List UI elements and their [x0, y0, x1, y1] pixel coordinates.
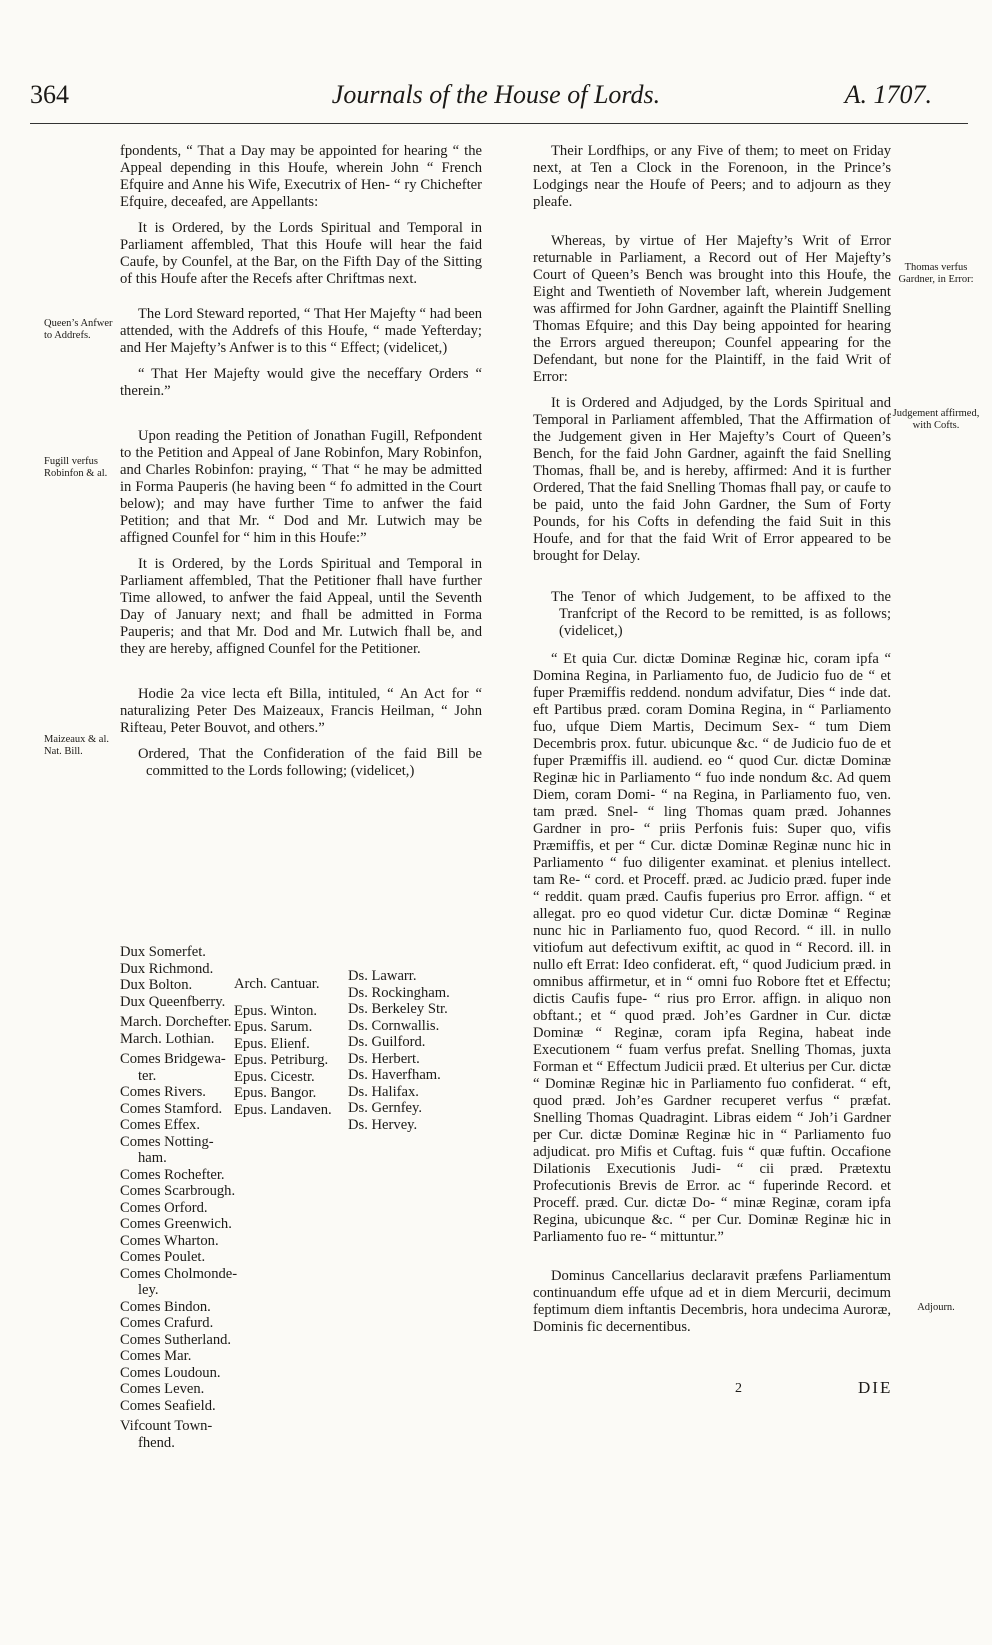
lord-name: Dux Richmond. [120, 960, 214, 977]
margin-note-judgement: Judgement affirmed, with Cofts. [892, 408, 980, 431]
lord-name: Epus. Winton. [234, 1002, 318, 1019]
lord-name: Comes Seafield. [120, 1397, 216, 1414]
lord-name: Comes Rochefter. [120, 1166, 225, 1183]
lord-name: Ds. Lawarr. [348, 968, 417, 984]
margin-note-adjourn: Adjourn. [917, 1302, 955, 1313]
page-header [0, 80, 992, 120]
margin-note-thomas: Thomas verfus Gardner, in Error: [898, 262, 974, 285]
lord-name: Comes Greenwich. [120, 1216, 232, 1232]
lord-name: Ds. Cornwallis. [348, 1017, 440, 1034]
lord-name: Comes Orford. [120, 1199, 208, 1216]
lord-name: Ds. Herbert. [348, 1050, 420, 1067]
lord-name: Vifcount Town- [120, 1418, 213, 1434]
header-rule [30, 123, 968, 124]
lord-name: Epus. Cicestr. [234, 1068, 315, 1085]
lord-name: Arch. Cantuar. [234, 976, 320, 992]
lord-name-wrap: ham. [138, 1150, 167, 1166]
lord-name: Comes Crafurd. [120, 1315, 214, 1331]
paragraph-writ-of-error: Whereas, by virtue of Her Majefty’s Writ of Error returnable in Parliament, a Record out of Her Majefty’s Court of Queen’s Bench was brought into this Houfe, the Eight and Twentieth of November laft, wherein Judgement was affirmed for John Gardner, againft the Plaintiff Snelling Thomas Efquire; and this Day being appointed for hearing the Errors argued thereupon; Counfel appearing for the Defendant, but none for the Plaintiff, in the faid Writ of Error: [533, 233, 891, 385]
paragraph-tenor: The Tenor of which Judgement, to be affixed to the Tranfcript of the Record to be remitted, is as follows; (videlicet,) [551, 589, 891, 639]
paragraph-majesty-answer: “ That Her Majefty would give the neceffary Orders “ therein.” [120, 366, 482, 399]
lord-name: Ds. Hervey. [348, 1116, 418, 1133]
lord-name: Epus. Petriburg. [234, 1052, 329, 1068]
lord-name: Comes Bindon. [120, 1298, 211, 1315]
lord-name: Comes Stamford. [120, 1100, 223, 1117]
lords-column-dukes-earls [120, 944, 237, 1451]
lord-name: March. Lothian. [120, 1030, 215, 1047]
lord-name: Comes Effex. [120, 1117, 200, 1133]
margin-note-maizeaux: Maizeaux & al. Nat. Bill. [44, 734, 110, 757]
right-column [533, 143, 891, 1345]
lord-name: Dux Bolton. [120, 977, 193, 993]
lord-name: Comes Scarbrough. [120, 1183, 236, 1199]
paragraph-bill-committed: Ordered, That the Confideration of the faid Bill be committed to the Lords following; (videlicet,) [138, 746, 482, 779]
lord-name: Comes Mar. [120, 1348, 192, 1364]
margin-note-queens-answer: Queen’s Anfwer to Addrefs. [44, 318, 113, 341]
lords-column-barons [348, 968, 450, 1133]
lord-name: Dux Somerfet. [120, 944, 206, 960]
lord-name: Ds. Halifax. [348, 1083, 419, 1100]
lord-name: Comes Leven. [120, 1381, 205, 1397]
lord-name-wrap: ley. [138, 1282, 159, 1298]
paragraph-latin-judgement: “ Et quia Cur. dictæ Dominæ Reginæ hic, coram ipfa “ Domina Regina, in Parliamento fuo, de Judicio fuo de “ et fuper Præmiffis reddend. nondum advifatur, Dies “ inde dat. eft Partibus præd. coram Domina Regina, in “ Parliamento fuo, ufque Diem Martis, Decimum Sex- “ tum Diem Decembris prox. futur. ubicunque &c. “ de Judicio fuo de et fuper Præmiffis ill. audiend. eo “ quod Cur. dictæ Dominæ Reginæ hic in Parliamento “ fuo inde nondum &c. Ad quem Diem, coram Domi- “ na Regina, in Parliamento fuo, ven. tam præd. Snel- “ ling Thomas quam præd. Johannes Gardner in pro- “ priis Perfonis fuis: Super quo, vifis Præmiffis, et per “ Cur. dictæ Dominæ Reginæ nunc hic in Parliamento “ fuo diligenter examinat. et plenius intellect. tam Re- “ cord. et Proceff. præd. ac Judicio præd. fuper inde “ reddit. quam præd. Caufis fuperius pro Error. affign. “ et allegat. pro eo quod videtur Cur. dictæ Dominæ “ Reginæ nunc hic in Parliamento fuo, quod Record. “ ill. in nullo vitiofum aut defectivum exiftit, ac quod in “ Record. ill. in nullo eft Errat: Ideo confiderat. eft, “ quod Judicium præd. in omnibus affirmetur, et in “ omni fuo Robore ftet et Effectu; dictis Caufis fupe- “ rius pro Error. affign. in aliquo non obftant.; et “ quod præd. Joh’es Gardner in Cur. dictæ Dominæ “ Reginæ, coram ipfa Regina, habeat inde Executionem “ fuam verfus prefat. Snelling Thomas, juxta Forman et “ Effectum Judicii præd. Et ulterius per Cur. dictæ “ Dominæ Reginæ hic in Parliamento fuo confiderat. “ eft, quod præd. Joh’es Gardner recuperet verfus “ præfat. Snelling Thomas Quadragint. Libras eidem “ Joh’i Gardner per Cur. dictæ Dominæ Reginæ hic in “ Parliamento fuo adjudicat. pro Mifis et Cuftag. fuis “ quæ fuftin. Occafione Dilationis Executionis Judi- “ cii præd. Prætextu Profecutionis Brevis de Error. ac “ fuperinde Record. et Proceff. præd. Cur. dictæ Do- “ minæ Reginæ, coram ipfa Regina, ubicunque &c. “ per Cur. Dominæ Reginæ hic in Parliamento fuo re- “ mittuntur.” [533, 651, 891, 1245]
page-number: 364 [30, 80, 69, 109]
lord-name: Comes Sutherland. [120, 1331, 232, 1348]
lord-name: March. Dorchefter. [120, 1014, 232, 1030]
lord-name: Comes Notting- [120, 1133, 214, 1150]
running-head: Journals of the House of Lords. [331, 80, 661, 109]
paragraph-bill-reading: Hodie 2a vice lecta eft Billa, intituled, “ An Act for “ naturalizing Peter Des Maizeaux, Francis Heilman, “ John Rifteau, Peter Bouvot, and others.” [120, 686, 482, 736]
lord-name: Ds. Gernfey. [348, 1100, 423, 1116]
lord-name: Epus. Sarum. [234, 1019, 313, 1035]
left-column [120, 143, 482, 791]
lord-name: Comes Wharton. [120, 1232, 219, 1249]
paragraph-fugill-order: It is Ordered, by the Lords Spiritual and Temporal in Parliament affembled, That the Petitioner fhall have further Time allowed, to anfwer the faid Appeal, until the Seventh Day of January next; and fhall be admitted in Forma Pauperis; and that Mr. Dod and Mr. Lutwich fhall be, and they are hereby, affigned Counfel for the Petitioner. [120, 556, 482, 657]
lord-name: Epus. Bangor. [234, 1085, 317, 1101]
paragraph-committee-meeting: Their Lordfhips, or any Five of them; to meet on Friday next, at Ten a Clock in the Forenoon, in the Prince’s Lodgings near the Houfe of Peers; and to adjourn as they pleafe. [533, 143, 891, 210]
lord-name: Ds. Berkeley Str. [348, 1001, 448, 1017]
lord-name: Ds. Haverfham. [348, 1067, 441, 1083]
paragraph-adjournment: Dominus Cancellarius declaravit præfens Parliamentum continuandum effe ufque ad et in diem Mercurii, decimum feptimum diem inftantis Decembris, hora undecima Auroræ, Dominis fic decernentibus. [533, 1268, 891, 1335]
catchword: DIE [858, 1378, 893, 1397]
lord-name: Dux Queenfberry. [120, 993, 226, 1010]
margin-note-fugill: Fugill verfus Robinfon & al. [44, 456, 108, 479]
year: A. 1707. [844, 80, 932, 109]
paragraph-judgement-order: It is Ordered and Adjudged, by the Lords Spiritual and Temporal in Parliament affembled, That the Affirmation of the Judgement given in Her Majefty’s Court of Queen’s Bench, for the faid John Gardner, againft the faid Snelling Thomas, fhall be, and is hereby, affirmed: And it is further Ordered, That the faid Snelling Thomas fhall pay, or caufe to be paid, unto the faid John Gardner, the Sum of Forty Pounds, for his Cofts in defending the faid Suit in this Houfe, and for that the faid Writ of Error appeared to be brought for Delay. [533, 395, 891, 564]
lord-name: Epus. Elienf. [234, 1035, 310, 1052]
lord-name: Comes Rivers. [120, 1084, 206, 1100]
lord-name: Comes Bridgewa- [120, 1051, 226, 1067]
paragraph-fugill-petition: Upon reading the Petition of Jonathan Fugill, Refpondent to the Petition and Appeal of Jane Robinfon, Mary Robinfon, and Charles Robinfon: praying, “ That “ he may be admitted in Forma Pauperis (he having been “ fo admitted in the Court below); and may have further Time to anfwer the faid Petition; and that Mr. “ Dod and Mr. Lutwich may be affigned Counfel for “ him in this Houfe:” [120, 428, 482, 546]
lord-name: Comes Loudoun. [120, 1364, 221, 1381]
paragraph-order-hearing: It is Ordered, by the Lords Spiritual and Temporal in Parliament affembled, That this Houfe will hear the faid Caufe, by Counfel, at the Bar, on the Fifth Day of the Sitting of this Houfe after the Recefs after Chriftmas next. [120, 220, 482, 287]
lord-name: Epus. Landaven. [234, 1101, 332, 1118]
lords-column-bishops [234, 976, 332, 1118]
lord-name-wrap: ter. [138, 1067, 157, 1084]
lord-name: Comes Cholmonde- [120, 1265, 238, 1282]
lord-name: Comes Poulet. [120, 1249, 206, 1265]
lord-name-wrap: fhend. [138, 1434, 175, 1451]
lord-name: Ds. Guilford. [348, 1034, 426, 1050]
signature-mark: 2 [735, 1381, 742, 1396]
lord-name: Ds. Rockingham. [348, 984, 450, 1001]
paragraph-appeal-request: fpondents, “ That a Day may be appointed for hearing “ the Appeal depending in this Houfe, wherein John “ French Efquire and Anne his Wife, Executrix of Hen- “ ry Chichefter Efquire, deceafed, are Appellants: [120, 143, 482, 210]
paragraph-lord-steward: The Lord Steward reported, “ That Her Majefty “ had been attended, with the Addrefs of this Houfe, “ made Yefterday; and Her Majefty’s Anfwer is to this “ Effect; (videlicet,) [120, 306, 482, 356]
